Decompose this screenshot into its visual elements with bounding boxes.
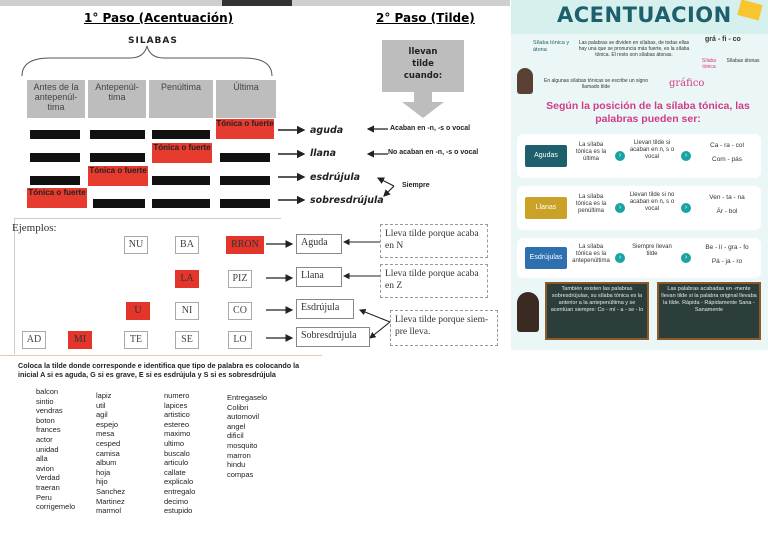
word: compas [227, 469, 254, 479]
tonic-label: Sílaba tónica [701, 58, 717, 70]
tag-agudas: Agudas [525, 145, 567, 167]
syllable-cell: NU [124, 236, 148, 254]
word: camisa [96, 448, 120, 458]
down-arrow [400, 90, 446, 120]
word-column-4 [227, 393, 267, 479]
card-example: Com - pás [712, 156, 742, 163]
word: explicalo [164, 477, 194, 487]
tonic-block: Tónica o fuerte [152, 143, 212, 163]
tonic-block: Tónica o fuerte [27, 188, 87, 208]
word: Entregaselo [227, 393, 268, 402]
card-rule: Siempre llevan tilde [632, 244, 672, 257]
word: marron [227, 450, 251, 460]
card-example: Ca - ra - col [710, 142, 744, 149]
word: cesped [96, 438, 121, 448]
syllable-block [30, 130, 80, 139]
step1-title: 1° Paso (Acentuación) [84, 11, 234, 25]
word: entregalo [164, 486, 196, 496]
syllable-cell-tonic: U [126, 302, 150, 320]
word: Verdad [36, 473, 60, 483]
rule-arrows [350, 120, 395, 215]
header-ultima: Última [216, 80, 276, 118]
chalkboard-mente: Las palabras acabadas en -mente llevan tilde si la palabra original llevaba la tilde. Rápida - Rápidamente Sana - Sanamente [657, 282, 761, 340]
example-type-esdrujula: Esdrújula [296, 299, 354, 319]
word: decimo [164, 496, 189, 506]
tag-esdrujulas: Esdrújulas [525, 247, 567, 269]
infographic-title: ACENTUACION [557, 3, 732, 27]
type-card-agudas [517, 134, 761, 178]
word: automovil [227, 412, 260, 422]
word: estupido [164, 506, 193, 516]
syllable-block [152, 199, 210, 208]
card-rule: Llevan tilde si acaban en n, s o vocal [629, 140, 675, 160]
header-antepenultima: Antepenúl-tima [88, 80, 146, 118]
syllable-block [220, 199, 270, 208]
card-desc: La sílaba tónica es la penúltima [575, 194, 607, 214]
arrow-right-icon: › [615, 151, 625, 161]
rule-aguda: Acaban en -n, -s o vocal [390, 125, 471, 132]
intro-tag: Sílaba tónica y átona [533, 40, 570, 53]
word: estereo [164, 419, 190, 429]
word-column-3 [164, 391, 195, 516]
header-antes-antepenultima: Antes de la antepenúl-tima [27, 80, 85, 118]
word: sintio [36, 396, 54, 406]
type-card-llanas [517, 186, 761, 230]
word: callate [164, 467, 186, 477]
syllable-cell-tonic: RRON [226, 236, 264, 254]
word: alla [36, 454, 48, 464]
card-desc: La sílaba tónica es la antepenúltima [572, 244, 610, 264]
syllable-block [90, 153, 145, 162]
example-type-llana: Llana [296, 267, 342, 287]
chalkboard-sobresdrujulas: También existen las palabras sobresdrújulas, su sílaba tónica es la anterior a la antepenúltima y se acentúan siempre: Co - mí - a - se - lo [545, 282, 649, 340]
rule-siempre: Siempre [402, 182, 430, 189]
word: ultimo [164, 438, 185, 448]
word: hindu [227, 460, 246, 470]
word: traeran [36, 482, 60, 492]
word: marmol [96, 506, 122, 516]
card-example: Ven - ta - na [709, 194, 745, 201]
arrow-right-icon: › [615, 253, 625, 263]
word: corrigemelo [36, 502, 76, 512]
example-type-aguda: Aguda [296, 234, 342, 254]
syllable-cell: CO [228, 302, 252, 320]
word: Sanchez [96, 486, 126, 496]
word: espejo [96, 419, 119, 429]
atonic-label: Sílabas átonas [726, 58, 760, 64]
word: balcon [36, 387, 59, 396]
syllable-cell: BA [175, 236, 199, 254]
syllable-cell: TE [124, 331, 148, 349]
card-desc: La sílaba tónica es la última [575, 142, 607, 162]
syllable-cell-tonic: MI [68, 331, 92, 349]
example-note-aguda: Lleva tilde porque acaba en N [380, 224, 488, 258]
arrow-right-icon: › [681, 253, 691, 263]
word: articulo [164, 458, 189, 468]
syllable-cell: AD [22, 331, 46, 349]
word: artistico [164, 410, 190, 420]
word: hijo [96, 477, 108, 487]
example-note-siempre: Lleva tilde porque siem-pre lleva. [390, 310, 498, 346]
accentuation-infographic [511, 0, 768, 350]
card-example: Pá - ja - ro [711, 258, 743, 265]
word: actor [36, 434, 53, 444]
type-llana: llana [310, 148, 337, 159]
syllable-cell: PIZ [228, 270, 252, 288]
word: lapices [164, 400, 188, 410]
example-type-sobresdrujula: Sobresdrújula [296, 327, 370, 347]
exercise-instructions: Coloca la tilde donde corresponde e identifica que tipo de palabra es colocando la inicial A si es aguda, G si es grave, E si es esdrújula y S si es sobresdrújula [18, 361, 300, 379]
word: Peru [36, 492, 52, 502]
word: Martinez [96, 496, 125, 506]
teacher-avatar [517, 292, 539, 332]
word: lapiz [96, 391, 112, 400]
type-card-esdrujulas [517, 238, 761, 278]
tag-llanas: Llanas [525, 197, 567, 219]
word: album [96, 458, 117, 468]
word: vendras [36, 406, 63, 416]
word: unidad [36, 444, 59, 454]
word-column-1 [36, 387, 75, 512]
word: maximo [164, 429, 191, 439]
student-avatar [517, 68, 533, 94]
word: dificil [227, 431, 244, 441]
type-aguda: aguda [310, 125, 344, 136]
syllable-block [220, 153, 270, 162]
divider [0, 355, 322, 356]
word: hoja [96, 467, 111, 477]
syllable-block [152, 130, 210, 139]
syllable-cell: LO [228, 331, 252, 349]
example-note-llana: Lleva tilde porque acaba en Z [380, 264, 488, 298]
syllables-label: SILABAS [128, 36, 178, 46]
syllable-cell: NI [175, 302, 199, 320]
syllable-block [93, 199, 145, 208]
word: util [96, 400, 106, 410]
top-bar-dark [222, 0, 292, 6]
card-rule: Llevan tilde si no acaban en n, s o vocal [629, 192, 675, 212]
word: agil [96, 410, 108, 420]
type-esdrujula: esdrújula [310, 172, 361, 183]
step2-title: 2° Paso (Tilde) [376, 11, 475, 25]
syllables-brace [20, 44, 275, 80]
syllable-block [30, 176, 80, 185]
infographic-subtitle: Según la posición de la sílaba tónica, las palabras pueden ser: [546, 100, 750, 125]
grafico-word: gráfico [669, 78, 705, 89]
examples-label: Ejemplos: [12, 222, 57, 234]
arrow-right-icon: › [681, 151, 691, 161]
grafico-note: En algunas sílabas tónicas se escribe un signo llamado tilde [544, 78, 648, 90]
syllable-block [152, 176, 210, 185]
word: numero [164, 391, 190, 400]
word: Colibri [227, 402, 249, 412]
tonic-block: Tónica o fuerte [216, 119, 274, 139]
word: mosquito [227, 440, 258, 450]
syllable-block [30, 153, 80, 162]
header-penultima: Penúltima [149, 80, 213, 118]
word: buscalo [164, 448, 190, 458]
syllable-block [220, 176, 270, 185]
word: angel [227, 421, 246, 431]
card-example: Be - lí - gra - fo [705, 244, 749, 251]
intro-text: Las palabras se dividen en sílabas, de todas ellas hay una que se pronuncia más fuerte, es la sílaba tónica. El resto son sílabas átonas. [578, 40, 690, 58]
syllable-cell: SE [175, 331, 199, 349]
word: boton [36, 415, 55, 425]
tonic-block: Tónica o fuerte [88, 166, 148, 186]
word: avion [36, 463, 54, 473]
example-word: grá - fi - co [705, 36, 741, 43]
word: frances [36, 425, 61, 435]
arrow-right-icon: › [681, 203, 691, 213]
type-sobresdrujula: sobresdrújula [310, 195, 384, 206]
arrow-right-icon: › [615, 203, 625, 213]
syllable-block [90, 130, 145, 139]
word: mesa [96, 429, 115, 439]
syllable-cell-tonic: LA [175, 270, 199, 288]
word-column-2 [96, 391, 125, 516]
card-example: Ár - bol [716, 208, 738, 215]
rule-llana: No acaban en -n, -s o vocal [388, 149, 479, 156]
question-box: llevan tilde cuando: [382, 40, 464, 92]
